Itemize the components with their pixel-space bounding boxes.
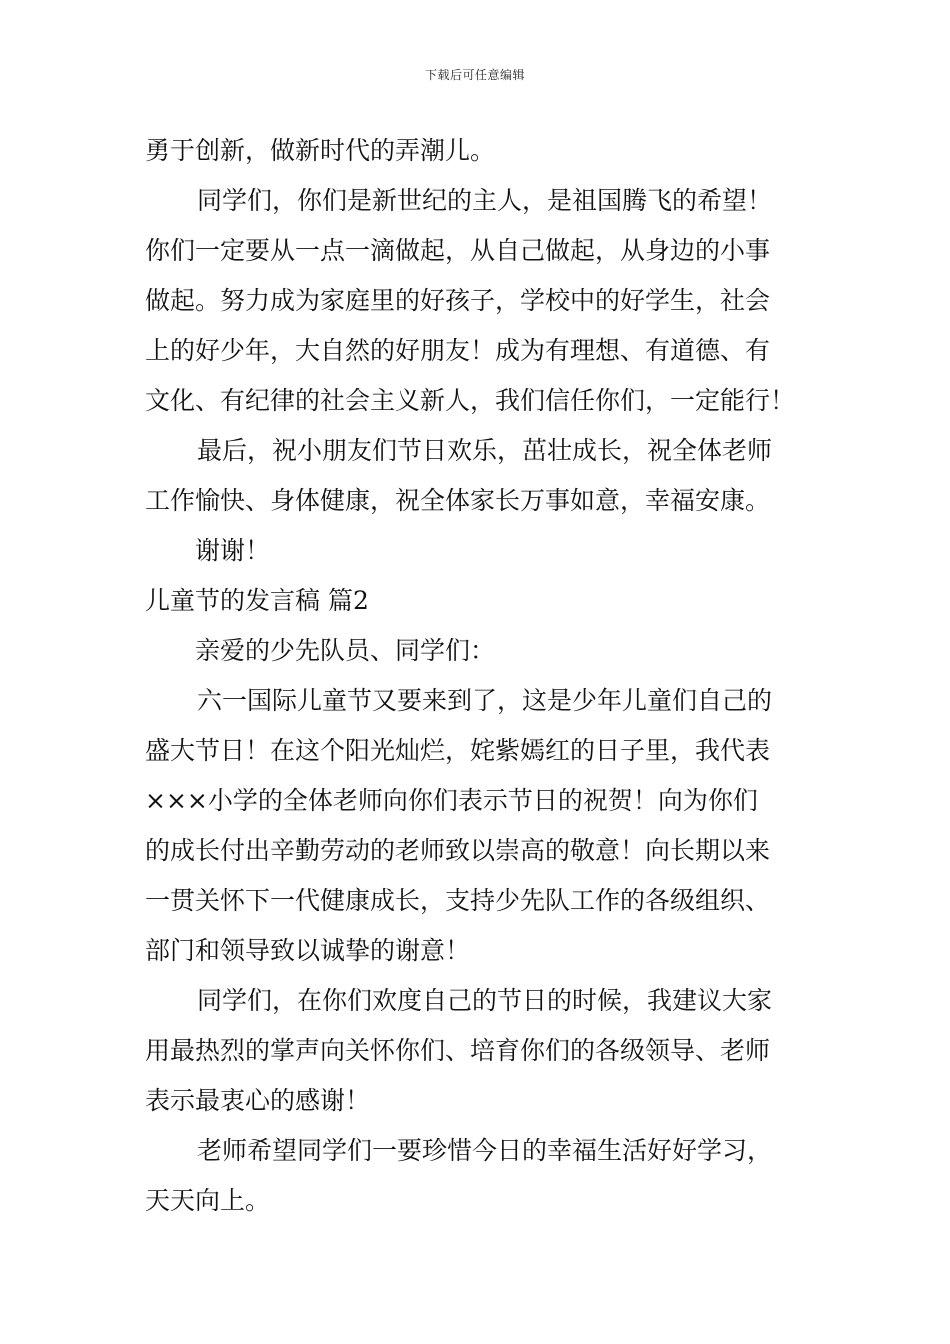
text-line: 的成长付出辛勤劳动的老师致以崇高的敬意！向长期以来 (145, 836, 771, 865)
text-line: 同学们，你们是新世纪的主人，是祖国腾飞的希望！ (197, 186, 773, 215)
text-line: 老师希望同学们一要珍惜今日的幸福生活好好学习， (197, 1136, 773, 1165)
salutation-line: 亲爱的少先队员、同学们： (195, 636, 496, 665)
text-line: 做起。努力成为家庭里的好孩子，学校中的好学生，社会 (145, 286, 771, 315)
text-line: 表示最衷心的感谢！ (145, 1086, 371, 1115)
text-line: ×××小学的全体老师向你们表示节日的祝贺！向为你们 (145, 786, 758, 815)
text-line: 天天向上。 (145, 1186, 271, 1215)
text-line: 文化、有纪律的社会主义新人，我们信任你们，一定能行！ (145, 386, 796, 415)
text-line: 盛大节日！在这个阳光灿烂，姹紫嫣红的日子里，我代表 (145, 736, 771, 765)
text-line: 勇于创新，做新时代的弄潮儿。 (145, 136, 496, 165)
text-line: 六一国际儿童节又要来到了，这是少年儿童们自己的 (197, 686, 773, 715)
text-line: 用最热烈的掌声向关怀你们、培育你们的各级领导、老师 (145, 1036, 771, 1065)
text-line: 谢谢！ (195, 536, 271, 565)
document-body (145, 126, 810, 1226)
text-line: 工作愉快、身体健康，祝全体家长万事如意，幸福安康。 (145, 486, 771, 515)
text-line: 部门和领导致以诚挚的谢意！ (145, 936, 471, 965)
text-line: 你们一定要从一点一滴做起，从自己做起，从身边的小事 (145, 236, 771, 265)
section-heading: 儿童节的发言稿 篇2 (145, 586, 369, 615)
text-line: 上的好少年，大自然的好朋友！成为有理想、有道德、有 (145, 336, 771, 365)
text-line: 最后，祝小朋友们节日欢乐，茁壮成长，祝全体老师 (197, 436, 773, 465)
text-line: 一贯关怀下一代健康成长，支持少先队工作的各级组织、 (145, 886, 771, 915)
page-header-note: 下载后可任意编辑 (424, 68, 525, 82)
text-line: 同学们，在你们欢度自己的节日的时候，我建议大家 (197, 986, 773, 1015)
